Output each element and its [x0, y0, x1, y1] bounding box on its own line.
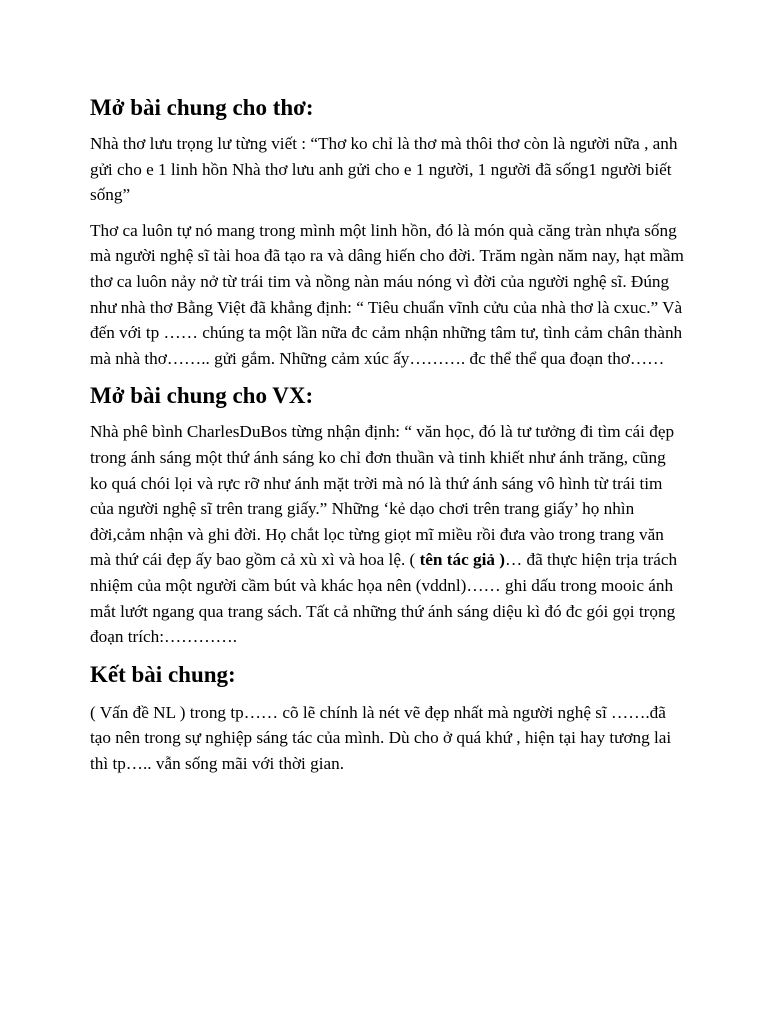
- paragraph-ket-body: ( Vấn đề NL ) trong tp…… cõ lẽ chính là nét vẽ đẹp nhất mà người nghệ sĩ …….đã tạo nên trong sự nghiệp sáng tác của mình. Dù cho ở quá khứ , hiện tại hay tương lai thì tp….. vẫn sống mãi với thời gian.: [90, 702, 672, 773]
- paragraph-vx-body: [90, 419, 686, 649]
- paragraph-vx-text-1: Nhà phê bình CharlesDuBos từng nhận định: “ văn học, đó là tư tưởng đi tìm cái đẹp trong ánh sáng một thứ ánh sáng ko chỉ đơn thuần và tinh khiết như ánh trăng, cũng ko quá chói lọi và rực rỡ như ánh mặt trời mà nó là thứ ánh sáng vô hình từ trái tim của người nghệ sĩ trên trang giấy.” Những ‘kẻ dạo chơi trên trang giấy’ họ nhìn đời,cảm nhận và ghi đời. Họ chắt lọc từng giọt mĩ miều rồi đưa vào trong trang văn mà thứ cái đẹp ấy bao gồm cả xù xì và hoa lệ. (: [90, 422, 675, 570]
- section-mo-bai-tho: [90, 93, 686, 371]
- document-page: [90, 90, 686, 786]
- section-ket-bai: [90, 660, 686, 777]
- paragraph-tho-quote: Nhà thơ lưu trọng lư từng viết : “Thơ ko chỉ là thơ mà thôi thơ còn là người nữa , anh gửi cho e 1 linh hồn Nhà thơ lưu anh gửi cho e 1 người, 1 người đã sống1 người biết sống”: [90, 134, 678, 205]
- section-mo-bai-vx: [90, 381, 686, 649]
- author-placeholder-bold: tên tác giả ): [419, 550, 505, 570]
- heading-ket-bai: Kết bài chung:: [90, 661, 236, 687]
- paragraph-tho-body: Thơ ca luôn tự nó mang trong mình một linh hồn, đó là món quà căng tràn nhựa sống mà người nghệ sĩ tài hoa đã tạo ra và dâng hiến cho đời. Trăm ngàn năm nay, hạt mầm thơ ca luôn nảy nở từ trái tim và nồng nàn máu nóng vì đời của người nghệ sĩ. Đúng như nhà thơ Bằng Việt đã khẳng định: “ Tiêu chuẩn vĩnh cửu của nhà thơ là cxuc.” Và đến với tp …… chúng ta một lần nữa đc cảm nhận những tâm tư, tình cảm chân thành mà nhà thơ…….. gửi gắm. Những cảm xúc ấy………. đc thể thể qua đoạn thơ……: [90, 220, 684, 368]
- heading-mo-bai-vx: Mở bài chung cho VX:: [90, 383, 314, 409]
- heading-mo-bai-tho: Mở bài chung cho thơ:: [90, 95, 314, 120]
- paragraph-vx-text-2: … đã thực hiện trịa trách nhiệm của một người cầm bút và khác họa nên (vddnl)…… ghi dấu trong mooic ánh mắt lướt ngang qua trang sách. Tất cả những thứ ánh sáng diệu kì đó đc gói gọi trọng đoạn trích:………….: [90, 550, 678, 647]
